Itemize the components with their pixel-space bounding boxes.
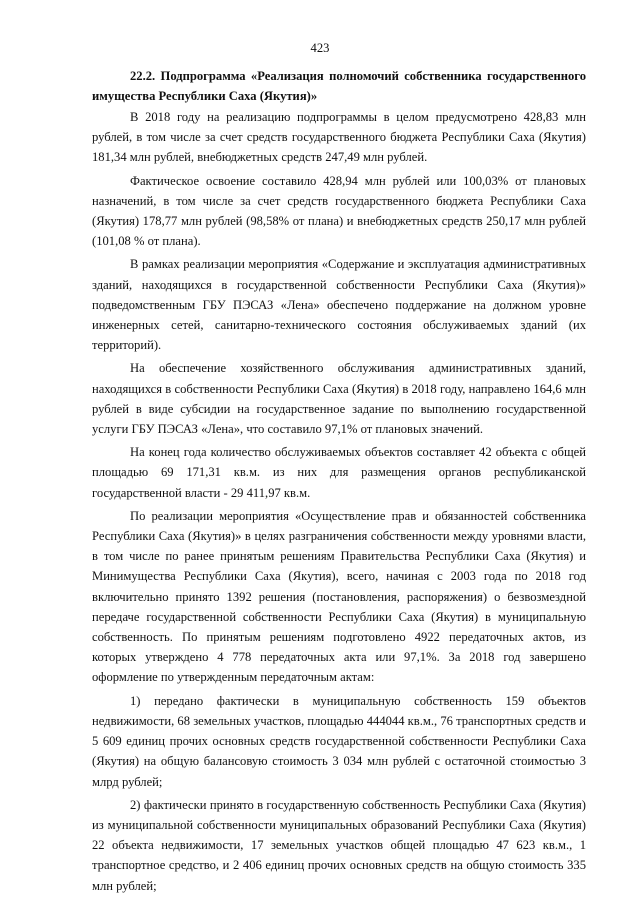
list-item-transferred: 1) передано фактически в муниципальную собственность 159 объектов недвижимости, 68 земельных участков, площадью 444044 кв.м., 76 транспортных средств и 5 609 единиц прочих основных средств государственной собственности Республики Саха (Якутия) на общую балансовую стоимость 3 034 млн рублей с остаточной стоимостью 3 млрд рублей; — [92, 693, 586, 789]
paragraph-objects-count: На конец года количество обслуживаемых объектов составляет 42 объекта с общей площадью 69 171,31 кв.м. из них для размещения органов республиканской государственной власти - 29 411,97 кв.м. — [92, 445, 586, 500]
page-number: 423 — [310, 41, 330, 55]
section-heading: 22.2. Подпрограмма «Реализация полномочий собственника государственного имущества Республики Саха (Якутия)» — [92, 69, 586, 103]
paragraph-buildings-maintenance: В рамках реализации мероприятия «Содержание и эксплуатация административных зданий, находящихся в государственной собственности Республики Саха (Якутия)» подведомственным ГБУ ПЭСАЗ «Лена» обеспечено поддержание на должном уровне инженерных сетей, санитарно-технического состояния обслуживаемых зданий (их территорий). — [92, 257, 586, 353]
page-body — [92, 66, 586, 896]
paragraph-household-services: На обеспечение хозяйственного обслуживания административных зданий, находящихся в собственности Республики Саха (Якутия) в 2018 году, направлено 164,6 млн рублей в виде субсидии на государственное задание по выполнению государственной услуги ГБУ ПЭСАЗ «Лена», что составило 97,1% от плановых значений. — [92, 361, 586, 437]
paragraph-property-rights: По реализации мероприятия «Осуществление прав и обязанностей собственника Республики Саха (Якутия)» в целях разграничения собственности между уровнями власти, в том числе по ранее принятым решениям Правительства Республики Саха (Якутия) и Минимущества Республики Саха (Якутия), всего, начиная с 2003 года по 2018 год включительно принято 1392 решения (постановления, распоряжения) о безвозмездной передаче государственной собственности Республики Саха (Якутия) в муниципальную собственность. По принятым решениям подготовлено 4922 передаточных актов, из которых утверждено 4 778 передаточных акта или 97,1%. За 2018 год завершено оформление по утвержденным передаточным актам: — [92, 508, 586, 685]
paragraph-funding: В 2018 году на реализацию подпрограммы в целом предусмотрено 428,83 млн рублей, в том числе за счет средств государственного бюджета Республики Саха (Якутия) 181,34 млн рублей, внебюджетных средств 247,49 млн рублей. — [92, 110, 586, 165]
list-item-accepted: 2) фактически принято в государственную собственность Республики Саха (Якутия) из муниципальной собственности муниципальных образований Республики Саха (Якутия) 22 объекта недвижимости, 17 земельных участков общей площадью 47 623 кв.м., 1 транспортное средство, и 2 406 единиц прочих основных средств на общую стоимость 335 млн рублей; — [92, 797, 586, 893]
paragraph-actual-spending: Фактическое освоение составило 428,94 млн рублей или 100,03% от плановых назначений, в том числе за счет средств государственного бюджета Республики Саха (Якутия) 178,77 млн рублей (98,58% от плана) и внебюджетных средств 250,17 млн рублей (101,08 % от плана). — [92, 173, 586, 249]
